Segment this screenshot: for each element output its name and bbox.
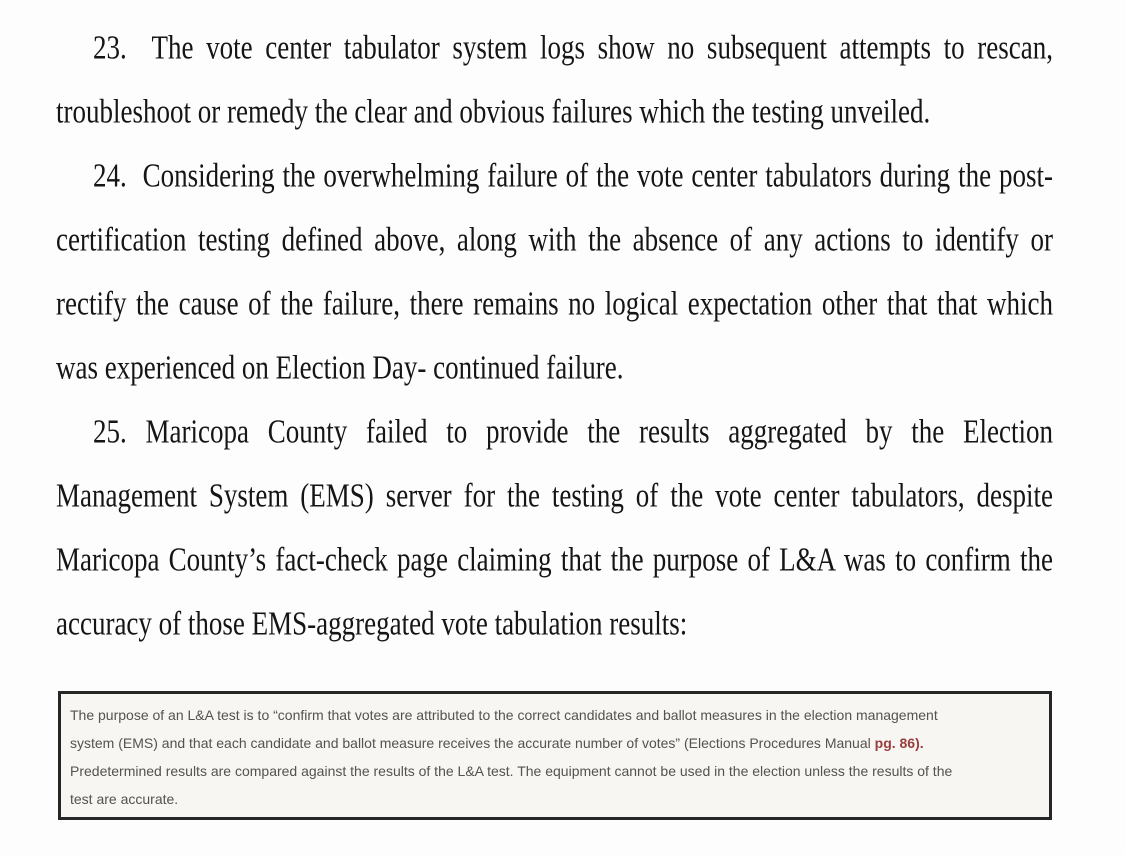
para-24-line-3: rectify the cause of the failure, there remains no logical expectation other that that which [56,284,1053,322]
quote-line-2 [70,729,1037,757]
para-25-line-3: Maricopa County’s fact-check page claiming that the purpose of L&A was to confirm the [56,540,1053,578]
para-25-line-1: 25. Maricopa County failed to provide the results aggregated by the Election [93,412,1053,450]
quoted-fact-check-excerpt [58,691,1052,820]
quote-page-citation: pg. 86). [874,735,924,751]
quote-line-2-text: system (EMS) and that each candidate and ballot measure receives the accurate number of votes” (Elections Procedures Manual [70,735,875,751]
para-23-line-2: troubleshoot or remedy the clear and obvious failures which the testing unveiled. [56,92,931,130]
quote-line-4: test are accurate. [70,791,179,807]
para-23-line-1: 23. The vote center tabulator system logs show no subsequent attempts to rescan, [93,28,1053,66]
para-24-line-1: 24. Considering the overwhelming failure of the vote center tabulators during the post- [93,156,1053,194]
para-25-line-4: accuracy of those EMS-aggregated vote tabulation results: [56,604,688,642]
quote-line-1: The purpose of an L&A test is to “confirm that votes are attributed to the correct candidates and ballot measures in the election management [70,707,938,723]
para-24-line-2: certification testing defined above, along with the absence of any actions to identify or [56,220,1053,258]
quote-line-3: Predetermined results are compared against the results of the L&A test. The equipment cannot be used in the election unless the results of the [70,763,953,779]
para-24-line-4: was experienced on Election Day- continued failure. [56,348,624,386]
para-25-line-2: Management System (EMS) server for the testing of the vote center tabulators, despite [56,476,1053,514]
